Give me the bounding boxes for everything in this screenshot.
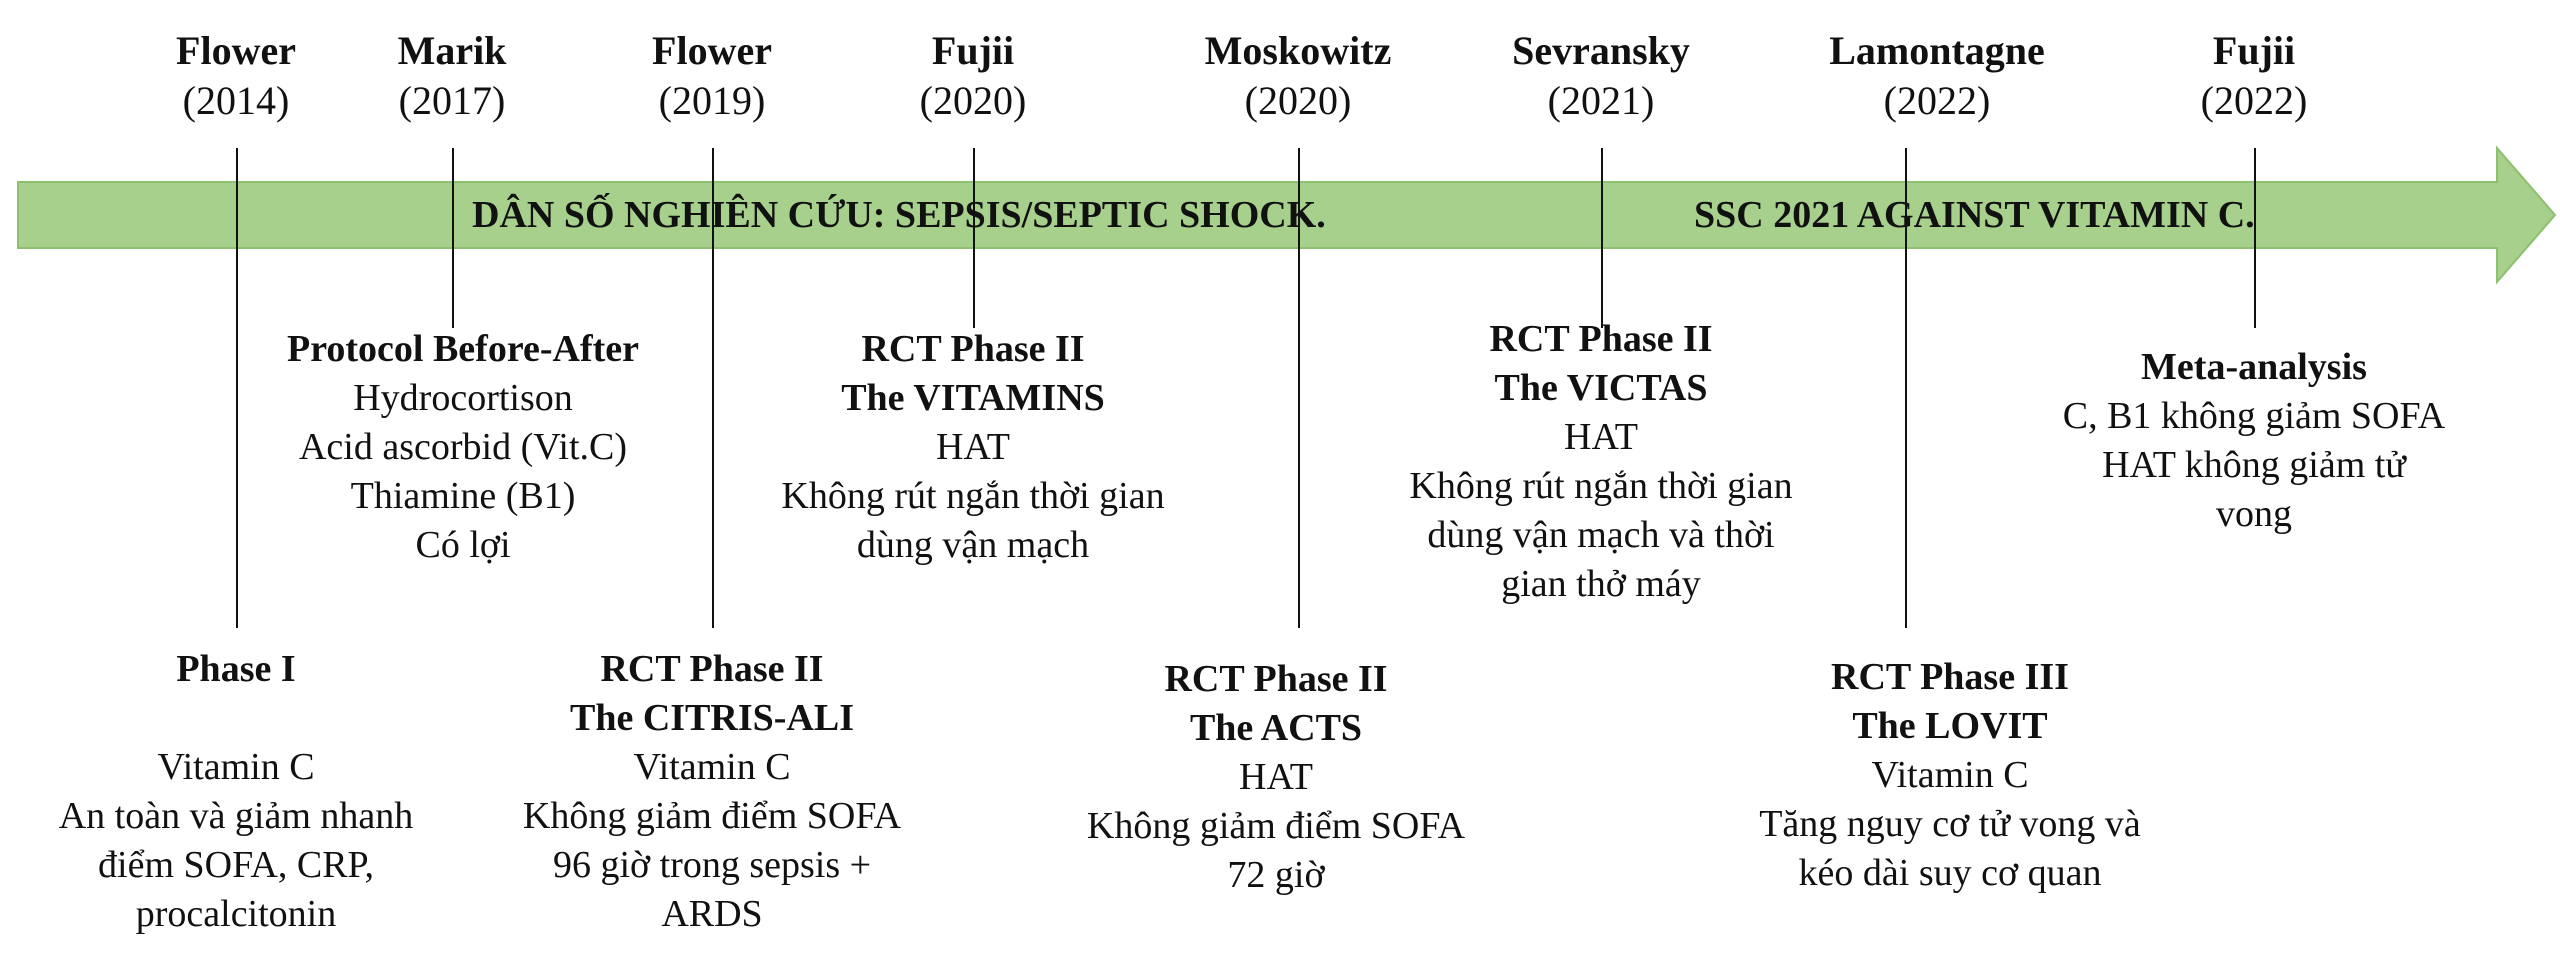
author-name: Flower <box>176 28 296 73</box>
study-title-line: RCT Phase II <box>1489 318 1713 360</box>
study-body-line: HAT <box>1564 416 1638 458</box>
study-body-line: HAT không giảm tử <box>2102 444 2406 486</box>
author-year: (2020) <box>1244 78 1352 123</box>
milestone-desc-fujii-2022 <box>2063 343 2446 539</box>
study-body-line: điểm SOFA, CRP, <box>98 844 374 886</box>
study-title-line: The LOVIT <box>1852 705 2048 747</box>
milestone-author-moskowitz-2020 <box>1205 26 1392 126</box>
study-body-line: ARDS <box>661 893 763 935</box>
author-year: (2021) <box>1547 78 1655 123</box>
author-year: (2017) <box>398 78 506 123</box>
milestone-author-fujii-2022 <box>2201 26 2308 126</box>
study-body-line: Vitamin C <box>633 746 791 788</box>
connector-line-flower-2019 <box>712 148 714 628</box>
connector-line-moskowitz-2020 <box>1298 148 1300 628</box>
banner-right-text: SSC 2021 AGAINST VITAMIN C. <box>1694 194 2255 236</box>
study-title-line: Protocol Before-After <box>286 328 640 370</box>
study-body-line: Tăng nguy cơ tử vong và <box>1759 803 2141 845</box>
author-name: Marik <box>397 28 507 73</box>
milestone-author-sevransky-2021 <box>1512 26 1690 126</box>
banner-left-text: DÂN SỐ NGHIÊN CỨU: SEPSIS/SEPTIC SHOCK. <box>472 194 1326 236</box>
study-body-line: dùng vận mạch <box>856 524 1090 566</box>
study-title-line: The ACTS <box>1189 707 1363 749</box>
study-title-line: RCT Phase II <box>861 328 1085 370</box>
study-body-line: procalcitonin <box>135 893 337 935</box>
connector-line-sevransky-2021 <box>1601 148 1603 328</box>
milestone-desc-flower-2019 <box>523 645 901 939</box>
milestone-author-fujii-2020 <box>920 26 1027 126</box>
connector-line-flower-2014 <box>236 148 238 628</box>
study-title-line: The VITAMINS <box>841 377 1105 419</box>
study-title-line: Meta-analysis <box>2141 346 2367 388</box>
study-body-line: Thiamine (B1) <box>350 475 576 517</box>
author-name: Fujii <box>2212 28 2296 73</box>
author-year: (2022) <box>1883 78 1991 123</box>
author-name: Fujii <box>931 28 1015 73</box>
study-title-line: The VICTAS <box>1494 367 1708 409</box>
study-body-line: HAT <box>1239 756 1313 798</box>
milestone-author-lamontagne-2022 <box>1829 26 2045 126</box>
study-body-line: 96 giờ trong sepsis + <box>552 844 872 886</box>
author-year: (2014) <box>182 78 290 123</box>
study-body-line: vong <box>2215 493 2292 535</box>
connector-line-fujii-2020 <box>973 148 975 328</box>
author-name: Lamontagne <box>1829 28 2045 73</box>
study-body-line: Không giảm điểm SOFA <box>1086 805 1466 847</box>
study-body-line: HAT <box>936 426 1010 468</box>
milestone-desc-lamontagne-2022 <box>1759 653 2141 898</box>
author-year: (2019) <box>658 78 766 123</box>
study-body-line: dùng vận mạch và thời <box>1427 514 1775 556</box>
study-body-line: Acid ascorbid (Vit.C) <box>298 426 628 468</box>
connector-line-lamontagne-2022 <box>1905 148 1907 628</box>
study-title-line: The CITRIS-ALI <box>569 697 855 739</box>
milestone-desc-marik-2017 <box>287 325 639 570</box>
study-body-spacer <box>59 694 414 743</box>
milestone-desc-fujii-2020 <box>781 325 1164 570</box>
study-body-line: C, B1 không giảm SOFA <box>2062 395 2446 437</box>
study-body-line: kéo dài suy cơ quan <box>1798 852 2102 894</box>
study-title-line: Phase I <box>176 648 296 690</box>
connector-line-marik-2017 <box>452 148 454 328</box>
author-year: (2020) <box>919 78 1027 123</box>
milestone-author-marik-2017 <box>398 26 507 126</box>
study-body-line: 72 giờ <box>1227 854 1325 896</box>
connector-line-fujii-2022 <box>2254 148 2256 328</box>
milestone-desc-sevransky-2021 <box>1409 315 1792 609</box>
study-title-line: RCT Phase III <box>1831 656 2069 698</box>
milestone-desc-flower-2014 <box>59 645 414 939</box>
author-name: Sevransky <box>1512 28 1690 73</box>
study-body-line: Vitamin C <box>157 746 315 788</box>
study-title-line: RCT Phase II <box>1164 658 1388 700</box>
author-year: (2022) <box>2200 78 2308 123</box>
study-body-line: Không rút ngắn thời gian <box>781 475 1165 517</box>
study-body-line: Có lợi <box>415 524 511 566</box>
milestone-author-flower-2019 <box>652 26 772 126</box>
author-name: Flower <box>652 28 772 73</box>
study-body-line: Không rút ngắn thời gian <box>1409 465 1793 507</box>
study-body-line: Vitamin C <box>1871 754 2029 796</box>
milestone-desc-moskowitz-2020 <box>1087 655 1465 900</box>
study-title-line: RCT Phase II <box>600 648 824 690</box>
study-body-line: Không giảm điểm SOFA <box>522 795 902 837</box>
author-name: Moskowitz <box>1204 28 1392 73</box>
milestone-author-flower-2014 <box>176 26 296 126</box>
study-body-line: Hydrocortison <box>353 377 573 419</box>
study-body-line: An toàn và giảm nhanh <box>58 795 414 837</box>
study-body-line: gian thở máy <box>1501 563 1701 605</box>
